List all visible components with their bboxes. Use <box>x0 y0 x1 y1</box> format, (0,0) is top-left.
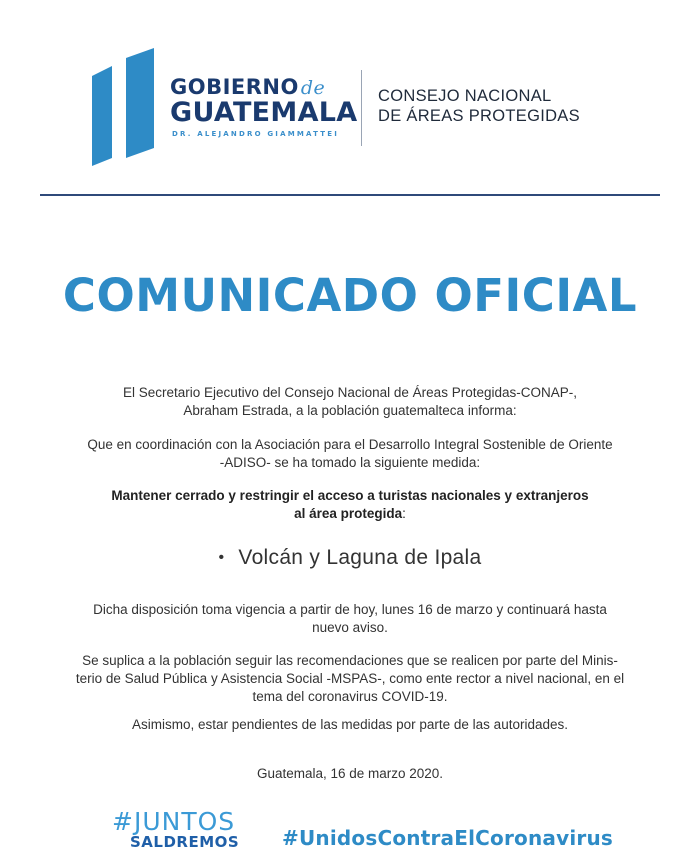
paragraph-line: Dicha disposición toma vigencia a partir de hoy, lunes 16 de marzo y continuará hasta <box>93 602 607 617</box>
de-word: de <box>300 77 326 99</box>
paragraph-intro <box>40 384 660 420</box>
agency-name <box>378 86 580 126</box>
paragraph-line: tema del coronavirus COVID-19. <box>252 689 448 704</box>
gobierno-bars-logo-icon <box>92 48 158 166</box>
document-date: Guatemala, 16 de marzo 2020. <box>256 766 444 781</box>
paragraph-line: Abraham Estrada, a la población guatemalteca informa: <box>183 403 517 418</box>
gobierno-word: GOBIERNO <box>170 75 299 99</box>
paragraph-recommendations <box>40 652 660 706</box>
letterhead <box>0 0 700 200</box>
paragraph-line: El Secretario Ejecutivo del Consejo Nacional de Áreas Protegidas-CONAP-, <box>123 385 577 400</box>
gobierno-logo-text <box>170 76 357 139</box>
juntos-saldremos-logo <box>112 807 240 851</box>
juntos-text: #JUNTOS <box>112 807 236 836</box>
paragraph-measure <box>40 487 660 523</box>
logo-divider <box>361 70 362 146</box>
paragraph-line: al área protegida: <box>294 506 406 521</box>
document-title: COMUNICADO OFICIAL <box>62 269 638 322</box>
protected-area-bullet <box>0 544 700 572</box>
campaign-hashtag: #UnidosContraElCoronavirus <box>282 826 614 850</box>
paragraph-authorities: Asimismo, estar pendientes de las medidas por parte de las autoridades. <box>132 717 568 732</box>
paragraph-coordination <box>40 436 660 472</box>
protected-area-name: Volcán y Laguna de Ipala <box>238 546 482 569</box>
agency-line-1: CONSEJO NACIONAL <box>378 87 552 105</box>
paragraph-line: Mantener cerrado y restringir el acceso a turistas nacionales y extranjeros <box>111 488 589 503</box>
paragraph-effective <box>40 601 660 637</box>
president-name: DR. ALEJANDRO GIAMMATTEI <box>172 130 340 138</box>
paragraph-line: -ADISO- se ha tomado la siguiente medida: <box>219 455 481 470</box>
paragraph-line: terio de Salud Pública y Asistencia Social -MSPAS-, como ente rector a nivel nacional, en el <box>75 671 625 686</box>
paragraph-line: Que en coordinación con la Asociación para el Desarrollo Integral Sostenible de Oriente <box>87 437 613 452</box>
paragraph-line: Se suplica a la población seguir las recomendaciones que se realicen por parte del Minis- <box>82 653 618 668</box>
paragraph-line: nuevo aviso. <box>312 620 388 635</box>
header-rule <box>40 194 660 196</box>
saldremos-text: SALDREMOS <box>130 833 240 851</box>
agency-line-2: DE ÁREAS PROTEGIDAS <box>378 107 580 125</box>
bullet-icon: • <box>218 549 225 566</box>
guatemala-word: GUATEMALA <box>170 97 358 128</box>
